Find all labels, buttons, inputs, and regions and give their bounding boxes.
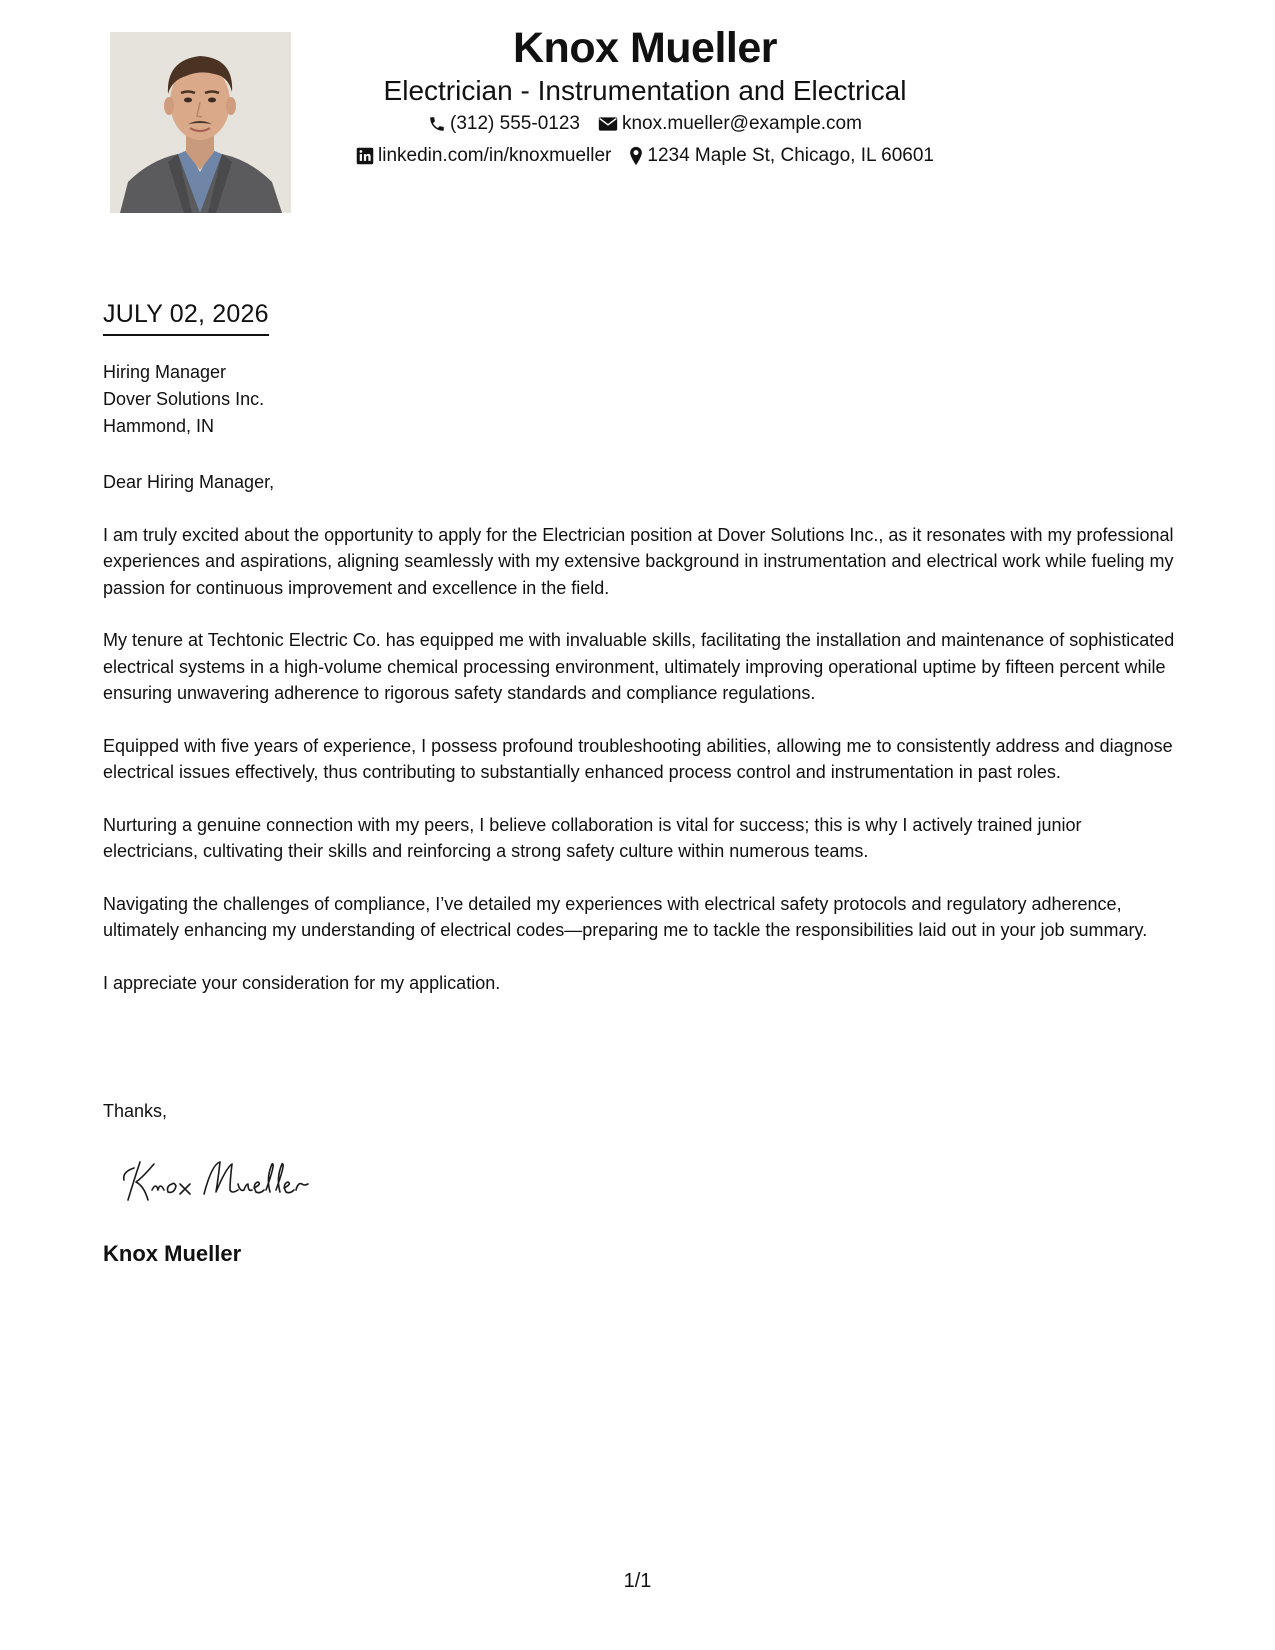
body-paragraph: I appreciate your consideration for my application. (103, 972, 501, 993)
salutation: Dear Hiring Manager, (103, 472, 275, 492)
email-address: knox.mueller@example.com (621, 113, 862, 134)
signer-name: Knox Mueller (103, 1241, 242, 1266)
linkedin-icon (356, 147, 374, 165)
closing: Thanks, (103, 1101, 168, 1121)
body-paragraph: My tenure at Techtonic Electric Co. has equipped me with invaluable skills, facilitating the installation and maintenance of sophisticated electrical systems in a high-volume chemical processing environment, ultimately improving operational uptime by fifteen percent while ensuring unwavering adherence to rigorous safety standards and compliance regulations. (103, 630, 1175, 703)
recipient-block (103, 359, 264, 440)
address-contact (629, 144, 934, 168)
map-pin-icon (629, 146, 643, 166)
phone-number: (312) 555-0123 (450, 113, 580, 134)
body-paragraph: Navigating the challenges of compliance, I’ve detailed my experiences with electrical safety protocols and regulatory adherence, ultimately enhancing my understanding of electrical codes—preparing me to tackle the responsibilities laid out in your job summary. (103, 893, 1148, 940)
header (300, 22, 990, 168)
recipient-title: Hiring Manager (103, 362, 227, 382)
contact-row-1 (300, 112, 990, 136)
phone-contact[interactable] (428, 112, 580, 136)
recipient-location: Hammond, IN (103, 416, 215, 436)
body-paragraph: I am truly excited about the opportunity to apply for the Electrician position at Dover Solutions Inc., as it resonates with my professional experiences and aspirations, aligning seamlessly with my extensive background in instrumentation and electrical work while fueling my passion for continuous improvement and excellence in the field. (103, 524, 1174, 598)
portrait-image (110, 32, 291, 213)
page-number: 1/1 (623, 1570, 652, 1592)
letter-date: JULY 02, 2026 (103, 298, 269, 336)
recipient-company: Dover Solutions Inc. (103, 389, 265, 409)
body-paragraph: Nurturing a genuine connection with my peers, I believe collaboration is vital for success; this is why I actively trained junior electricians, cultivating their skills and reinforcing a strong safety culture within numerous teams. (103, 814, 1082, 861)
street-address: 1234 Maple St, Chicago, IL 60601 (647, 145, 934, 166)
linkedin-contact[interactable] (356, 144, 611, 168)
phone-icon (428, 115, 446, 133)
email-contact[interactable] (598, 112, 862, 136)
handwritten-signature (120, 1150, 350, 1210)
contact-row-2 (300, 144, 990, 168)
envelope-icon (598, 116, 618, 132)
linkedin-url: linkedin.com/in/knoxmueller (378, 145, 612, 166)
profile-photo (110, 32, 291, 213)
signature-image (120, 1150, 350, 1210)
job-title: Electrician - Instrumentation and Electrical (383, 75, 907, 106)
letter-body (103, 469, 1178, 1022)
body-paragraph: Equipped with five years of experience, I possess profound troubleshooting abilities, allowing me to consistently address and diagnose electrical issues effectively, thus contributing to substantially enhanced process control and instrumentation in past roles. (103, 735, 1173, 782)
candidate-name: Knox Mueller (513, 24, 777, 72)
